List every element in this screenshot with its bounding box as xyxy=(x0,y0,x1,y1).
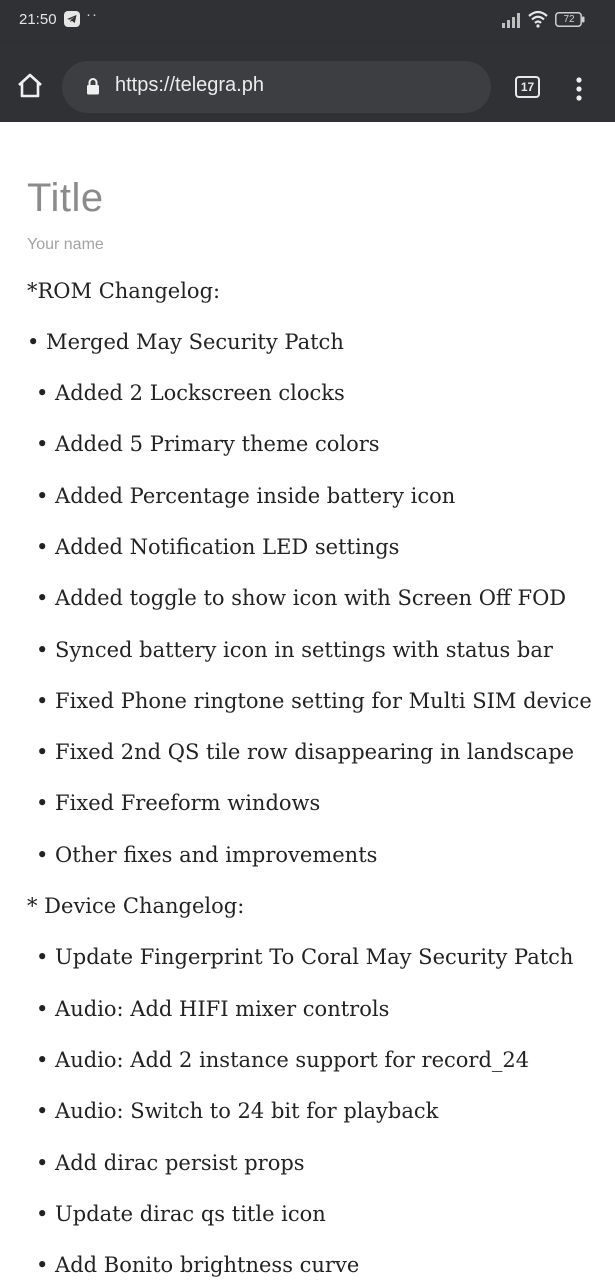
home-icon[interactable] xyxy=(16,72,44,100)
changelog-line: • Added Percentage inside battery icon xyxy=(36,484,456,508)
changelog-line: • Fixed Phone ringtone setting for Multi SIM device xyxy=(36,689,592,713)
changelog-line: * Device Changelog: xyxy=(27,894,245,918)
changelog-line: • Add Bonito brightness curve xyxy=(36,1253,360,1277)
changelog-line: • Added Notification LED settings xyxy=(36,535,400,559)
signal-icon xyxy=(501,12,523,28)
url-bar[interactable] xyxy=(62,61,491,113)
changelog-line: • Audio: Switch to 24 bit for playback xyxy=(36,1099,439,1123)
changelog-line: • Fixed Freeform windows xyxy=(36,791,321,815)
changelog-line: • Added toggle to show icon with Screen Off FOD xyxy=(36,586,567,610)
changelog-line: • Update dirac qs title icon xyxy=(36,1202,326,1226)
changelog-line: • Merged May Security Patch xyxy=(27,330,344,354)
url-text[interactable]: https://telegra.ph xyxy=(115,74,264,96)
changelog-line: • Add dirac persist props xyxy=(36,1151,305,1175)
browser-toolbar xyxy=(0,42,615,122)
changelog-line: • Added 5 Primary theme colors xyxy=(36,432,380,456)
title-input[interactable]: Title xyxy=(27,176,104,220)
lock-icon xyxy=(86,78,100,95)
more-dots-icon: ·· xyxy=(86,6,98,23)
changelog-line: • Added 2 Lockscreen clocks xyxy=(36,381,345,405)
changelog-line: *ROM Changelog: xyxy=(27,279,221,303)
changelog-line: • Update Fingerprint To Coral May Security Patch xyxy=(36,945,574,969)
changelog-line: • Audio: Add 2 instance support for record_24 xyxy=(36,1048,530,1072)
status-time: 21:50 xyxy=(19,11,57,28)
changelog-line: • Other fixes and improvements xyxy=(36,843,378,867)
article-editor xyxy=(0,122,615,1280)
status-bar xyxy=(0,0,615,42)
battery-level: 72 xyxy=(563,14,575,25)
wifi-icon xyxy=(528,10,548,28)
menu-icon[interactable] xyxy=(568,76,590,102)
changelog-line: • Audio: Add HIFI mixer controls xyxy=(36,997,390,1021)
tabs-button[interactable]: 17 xyxy=(515,76,540,98)
author-input[interactable]: Your name xyxy=(27,236,104,253)
changelog-line: • Fixed 2nd QS tile row disappearing in landscape xyxy=(36,740,575,764)
changelog-line: • Synced battery icon in settings with status bar xyxy=(36,638,553,662)
telegram-icon xyxy=(64,11,80,27)
